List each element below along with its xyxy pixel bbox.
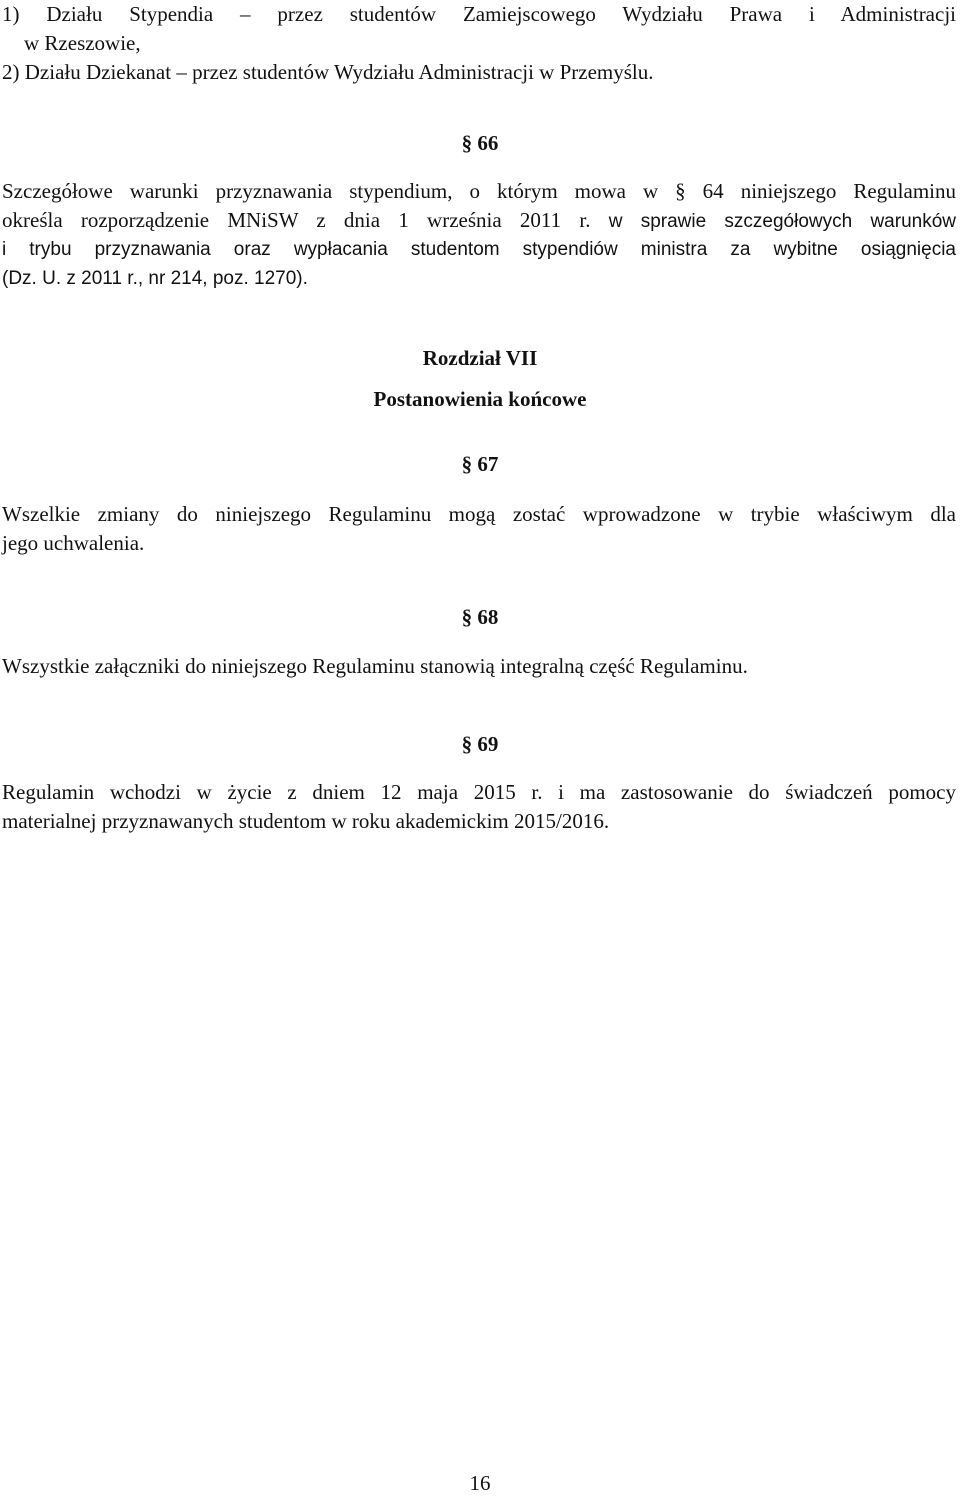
section-67-line-2: jego uchwalenia. [2,531,145,555]
section-66-line-4: (Dz. U. z 2011 r., nr 214, poz. 1270). [2,268,308,289]
section-66-line-3: i trybu przyznawania oraz wypłacania studentom stypendiów ministra za wybitne osiągnięcia [2,239,956,260]
chapter-number: Rozdział VII [422,346,538,370]
section-68-line-1: Wszystkie załączniki do niniejszego Regulaminu stanowią integralną część Regulaminu. [2,654,748,678]
section-66-line-2-serif: określa rozporządzenie MNiSW z dnia 1 września 2011 r. [2,208,591,232]
list-item-2: 2) Działu Dziekanat – przez studentów Wydziału Administracji w Przemyślu. [2,60,654,84]
section-66-heading: § 66 [461,131,499,155]
page-number: 16 [469,1471,491,1495]
section-66-line-1: Szczegółowe warunki przyznawania stypendium, o którym mowa w § 64 niniejszego Regulaminu [2,179,956,203]
section-69-line-2: materialnej przyznawanych studentom w roku akademickim 2015/2016. [2,809,610,833]
section-67-line-1: Wszelkie zmiany do niniejszego Regulaminu mogą zostać wprowadzone w trybie właściwym dla [2,502,956,526]
section-68-heading: § 68 [461,605,499,629]
section-66-line-2-sans: w sprawie szczegółowych warunków [590,211,957,232]
list-item-1-line-1: 1) Działu Stypendia – przez studentów Zamiejscowego Wydziału Prawa i Administracji [2,2,956,26]
section-69-heading: § 69 [461,732,499,756]
section-67-heading: § 67 [461,452,499,476]
section-66-line-2 [2,206,956,236]
list-item-1-line-2: w Rzeszowie, [24,31,141,55]
chapter-title: Postanowienia końcowe [373,387,587,411]
section-69-line-1: Regulamin wchodzi w życie z dniem 12 maja 2015 r. i ma zastosowanie do świadczeń pomocy [2,780,956,804]
